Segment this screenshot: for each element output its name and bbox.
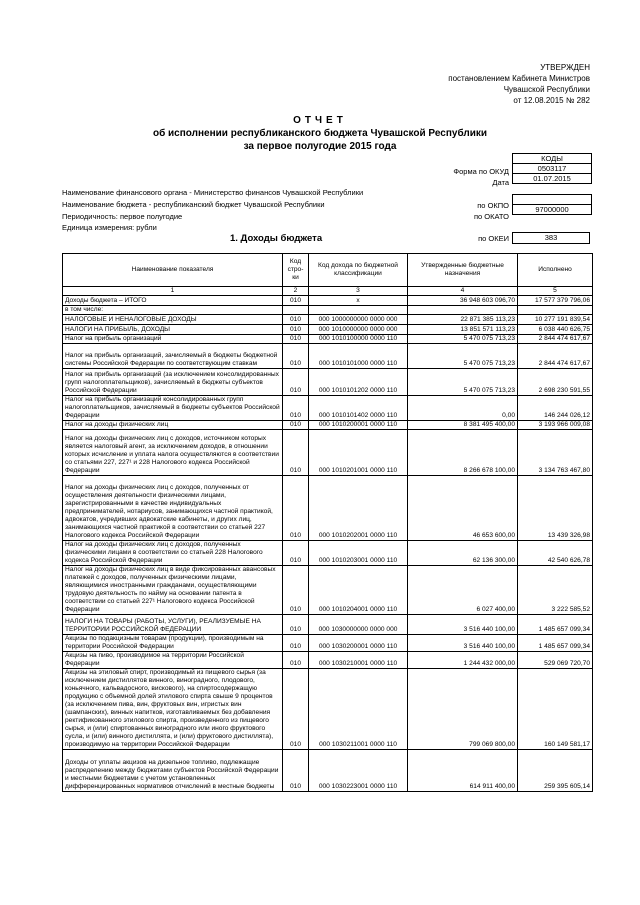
blank-code xyxy=(513,184,592,195)
cell-executed: 2 844 474 617,67 xyxy=(518,335,593,344)
approval-line: от 12.08.2015 № 282 xyxy=(513,96,590,105)
col-number: 5 xyxy=(518,287,593,296)
cell-income-code: 000 1010000000 0000 000 xyxy=(309,325,408,335)
table-row xyxy=(63,396,593,421)
cell-indicator: НАЛОГИ НА ПРИБЫЛЬ, ДОХОДЫ xyxy=(63,325,283,335)
cell-row-code: 010 xyxy=(283,325,309,335)
cell-row-code: 010 xyxy=(283,396,309,421)
approval-line: Чувашской Республики xyxy=(503,85,590,94)
table-row xyxy=(63,615,593,635)
cell-executed: 13 439 326,98 xyxy=(518,476,593,541)
cell-indicator: Доходы бюджета – ИТОГО xyxy=(63,296,283,306)
cell-row-code: 010 xyxy=(283,315,309,325)
cell-row-code: 010 xyxy=(283,344,309,369)
cell-executed: 146 244 026,12 xyxy=(518,396,593,421)
title-line-1: ОТЧЕТ xyxy=(293,115,347,126)
cell-approved: 1 244 432 000,00 xyxy=(408,652,518,669)
cell-income-code: 000 1010202001 0000 110 xyxy=(309,476,408,541)
cell-indicator: в том числе: xyxy=(63,306,283,315)
cell-approved: 3 516 440 100,00 xyxy=(408,635,518,652)
okei-code: 383 xyxy=(512,232,590,244)
table-body xyxy=(63,296,593,792)
title-line-2: об исполнении республиканского бюджета Чувашской Республики xyxy=(152,128,488,139)
table-row xyxy=(63,635,593,652)
table-row xyxy=(63,430,593,476)
cell-executed: 3 222 585,52 xyxy=(518,566,593,615)
header-executed: Исполнено xyxy=(518,254,593,287)
table-row xyxy=(63,652,593,669)
cell-indicator: Налог на прибыль организаций (за исключением консолидированных групп налогоплательщиков), зачисляемый в бюджеты субъектов Российской Федерации xyxy=(63,369,283,396)
cell-approved: 3 516 440 100,00 xyxy=(408,615,518,635)
cell-row-code: 010 xyxy=(283,750,309,792)
table-row xyxy=(63,315,593,325)
table-row xyxy=(63,325,593,335)
table-row xyxy=(63,335,593,344)
col-number: 2 xyxy=(283,287,309,296)
okei-label: по ОКЕИ xyxy=(478,234,509,243)
cell-approved: 5 470 075 713,23 xyxy=(408,335,518,344)
section-title: 1. Доходы бюджета xyxy=(230,233,323,244)
cell-income-code xyxy=(309,306,408,315)
cell-indicator: Налог на доходы физических лиц с доходов, полученных от осуществления деятельности физическими лицами, зарегистрированными в качестве индивидуальных предпринимателей, нотариусов, занимающихся частной практикой, адвокатов, учредивших адвокатские кабинеты, и других лиц, занимающихся частной практикой в соответствии со статьей 227 Налогового кодекса Российской Федерации xyxy=(63,476,283,541)
cell-approved: 614 911 400,00 xyxy=(408,750,518,792)
cell-indicator: Налог на прибыль организаций консолидированных групп налогоплательщиков, зачисляемый в бюджеты субъектов Российской Федерации xyxy=(63,396,283,421)
header-indicator: Наименование показателя xyxy=(63,254,283,287)
cell-row-code: 010 xyxy=(283,335,309,344)
table-row xyxy=(63,344,593,369)
cell-executed: 1 485 657 099,34 xyxy=(518,615,593,635)
col-number: 3 xyxy=(309,287,408,296)
approval-line: постановлением Кабинета Министров xyxy=(448,74,590,83)
cell-row-code: 010 xyxy=(283,541,309,566)
cell-executed: 529 069 720,70 xyxy=(518,652,593,669)
cell-row-code: 010 xyxy=(283,615,309,635)
cell-income-code: 000 1010200001 0000 110 xyxy=(309,421,408,430)
cell-row-code: 010 xyxy=(283,296,309,306)
cell-approved: 22 871 385 113,23 xyxy=(408,315,518,325)
cell-approved: 13 851 571 113,23 xyxy=(408,325,518,335)
cell-row-code: 010 xyxy=(283,421,309,430)
cell-approved: 46 653 600,00 xyxy=(408,476,518,541)
income-table xyxy=(62,253,593,792)
periodicity: Периодичность: первое полугодие xyxy=(62,212,183,221)
approval-line: УТВЕРЖДЕН xyxy=(540,63,590,72)
cell-executed: 2 698 230 591,55 xyxy=(518,369,593,396)
cell-indicator: Акцизы по подакцизным товарам (продукции), производимым на территории Российской Федерации xyxy=(63,635,283,652)
date-label: Дата xyxy=(492,178,509,187)
cell-executed: 10 277 191 839,54 xyxy=(518,315,593,325)
table-row xyxy=(63,421,593,430)
cell-executed: 3 134 763 467,80 xyxy=(518,430,593,476)
cell-income-code: 000 1030000000 0000 000 xyxy=(309,615,408,635)
header-income-code: Код дохода по бюджетной классификации xyxy=(309,254,408,287)
cell-executed: 42 540 626,78 xyxy=(518,541,593,566)
title-line-3: за первое полугодие 2015 года xyxy=(243,141,397,152)
cell-executed: 6 038 440 626,75 xyxy=(518,325,593,335)
cell-executed: 17 577 379 796,06 xyxy=(518,296,593,306)
cell-indicator: Акцизы на этиловый спирт, производимый из пищевого сырья (за исключением дистиллятов винного, виноградного, плодового, коньячного, кальвадосного, вискового), на спиртосодержащую продукцию с объемной долей этилового спирта свыше 9 процентов (за исключением пива, вин, фруктовых вин, игристых вин (шампанских), винных напитков, изготавливаемых без добавления ректификованного этилового спирта, произведенного из пищевого сырья, и (или) спиртованных виноградного или иного фруктового сусла, и (или) винного дистиллята, и (или) фруктового дистиллята), производимую на территории Российской Федерации xyxy=(63,669,283,750)
okud-code: 0503117 xyxy=(513,164,592,174)
okpo-code xyxy=(513,195,592,205)
cell-income-code: 000 1030210001 0000 110 xyxy=(309,652,408,669)
date-code: 01.07.2015 xyxy=(513,174,592,184)
okato-code: 97000000 xyxy=(513,205,592,215)
cell-income-code: 000 1010100000 0000 110 xyxy=(309,335,408,344)
cell-row-code: 010 xyxy=(283,476,309,541)
cell-executed: 2 844 474 617,67 xyxy=(518,344,593,369)
cell-income-code: 000 1010101402 0000 110 xyxy=(309,396,408,421)
cell-income-code: 000 1010201001 0000 110 xyxy=(309,430,408,476)
cell-income-code: 000 1030223001 0000 110 xyxy=(309,750,408,792)
cell-approved: 36 948 603 096,70 xyxy=(408,296,518,306)
cell-approved: 6 027 400,00 xyxy=(408,566,518,615)
cell-income-code: 000 1010101202 0000 110 xyxy=(309,369,408,396)
col-number: 4 xyxy=(408,287,518,296)
approval-block xyxy=(448,62,590,106)
org-name: Наименование финансового органа - Министерство финансов Чувашской Республики xyxy=(62,188,364,197)
cell-row-code: 010 xyxy=(283,635,309,652)
cell-approved: 62 136 300,00 xyxy=(408,541,518,566)
cell-row-code: 010 xyxy=(283,430,309,476)
cell-executed: 3 193 966 009,08 xyxy=(518,421,593,430)
table-row xyxy=(63,750,593,792)
cell-income-code: 000 1010204001 0000 110 xyxy=(309,566,408,615)
cell-indicator: Налог на прибыль организаций, зачисляемый в бюджеты бюджетной системы Российской Федерации по соответствующим ставкам xyxy=(63,344,283,369)
cell-row-code: 010 xyxy=(283,652,309,669)
cell-executed: 1 485 657 099,34 xyxy=(518,635,593,652)
col-number: 1 xyxy=(63,287,283,296)
okpo-label: по ОКПО xyxy=(477,201,509,210)
cell-executed xyxy=(518,306,593,315)
cell-indicator: Доходы от уплаты акцизов на дизельное топливо, подлежащие распределению между бюджетами субъектов Российской Федерации и местными бюджетами с учетом установленных дифференцированных нормативов отчислений в местные бюджеты xyxy=(63,750,283,792)
cell-approved: 8 381 495 400,00 xyxy=(408,421,518,430)
table-row xyxy=(63,369,593,396)
cell-income-code: 000 1010203001 0000 110 xyxy=(309,541,408,566)
cell-indicator: Налог на доходы физических лиц в виде фиксированных авансовых платежей с доходов, полученных физическими лицами, являющимися иностранными гражданами, осуществляющими трудовую деятельность по найму на основании патента в соответствии со статьей 227¹ Налогового кодекса Российской Федерации xyxy=(63,566,283,615)
cell-indicator: Акцизы на пиво, производимое на территории Российской Федерации xyxy=(63,652,283,669)
cell-indicator: НАЛОГОВЫЕ И НЕНАЛОГОВЫЕ ДОХОДЫ xyxy=(63,315,283,325)
cell-indicator: Налог на доходы физических лиц xyxy=(63,421,283,430)
table-row xyxy=(63,306,593,315)
cell-income-code: 000 1000000000 0000 000 xyxy=(309,315,408,325)
cell-executed: 259 395 605,14 xyxy=(518,750,593,792)
cell-executed: 160 149 581,17 xyxy=(518,669,593,750)
cell-indicator: Налог на доходы физических лиц с доходов, источником которых является налоговый агент, за исключением доходов, в отношении которых исчисление и уплата налога осуществляются в соответствии со статьями 227, 227¹ и 228 Налогового кодекса Российской Федерации xyxy=(63,430,283,476)
cell-approved: 5 470 075 713,23 xyxy=(408,369,518,396)
cell-approved: 5 470 075 713,23 xyxy=(408,344,518,369)
budget-name: Наименование бюджета - республиканский бюджет Чувашской Республики xyxy=(62,200,325,209)
header-row-code: Код стро-ки xyxy=(283,254,309,287)
cell-row-code: 010 xyxy=(283,369,309,396)
cell-indicator: Налог на доходы физических лиц с доходов, полученных физическими лицами в соответствии со статьей 228 Налогового кодекса Российской Федерации xyxy=(63,541,283,566)
okato-label: по ОКАТО xyxy=(473,212,509,221)
table-row xyxy=(63,541,593,566)
cell-approved: 8 266 678 100,00 xyxy=(408,430,518,476)
cell-income-code: x xyxy=(309,296,408,306)
cell-row-code: 010 xyxy=(283,566,309,615)
table-row xyxy=(63,669,593,750)
cell-approved xyxy=(408,306,518,315)
cell-approved: 0,00 xyxy=(408,396,518,421)
cell-income-code: 000 1010101000 0000 110 xyxy=(309,344,408,369)
cell-income-code: 000 1030211001 0000 110 xyxy=(309,669,408,750)
cell-indicator: НАЛОГИ НА ТОВАРЫ (РАБОТЫ, УСЛУГИ), РЕАЛИЗУЕМЫЕ НА ТЕРРИТОРИИ РОССИЙСКОЙ ФЕДЕРАЦИИ xyxy=(63,615,283,635)
cell-income-code: 000 1030200001 0000 110 xyxy=(309,635,408,652)
codes-header: КОДЫ xyxy=(513,154,592,164)
table-row xyxy=(63,566,593,615)
table-row xyxy=(63,296,593,306)
report-title xyxy=(0,114,640,153)
okud-label: Форма по ОКУД xyxy=(453,167,509,176)
cell-approved: 799 069 800,00 xyxy=(408,669,518,750)
header-approved: Утвержденные бюджетные назначения xyxy=(408,254,518,287)
cell-row-code xyxy=(283,306,309,315)
unit-of-measure: Единица измерения: рубли xyxy=(62,223,157,232)
cell-indicator: Налог на прибыль организаций xyxy=(63,335,283,344)
cell-row-code: 010 xyxy=(283,669,309,750)
codes-table xyxy=(512,153,592,215)
table-row xyxy=(63,476,593,541)
